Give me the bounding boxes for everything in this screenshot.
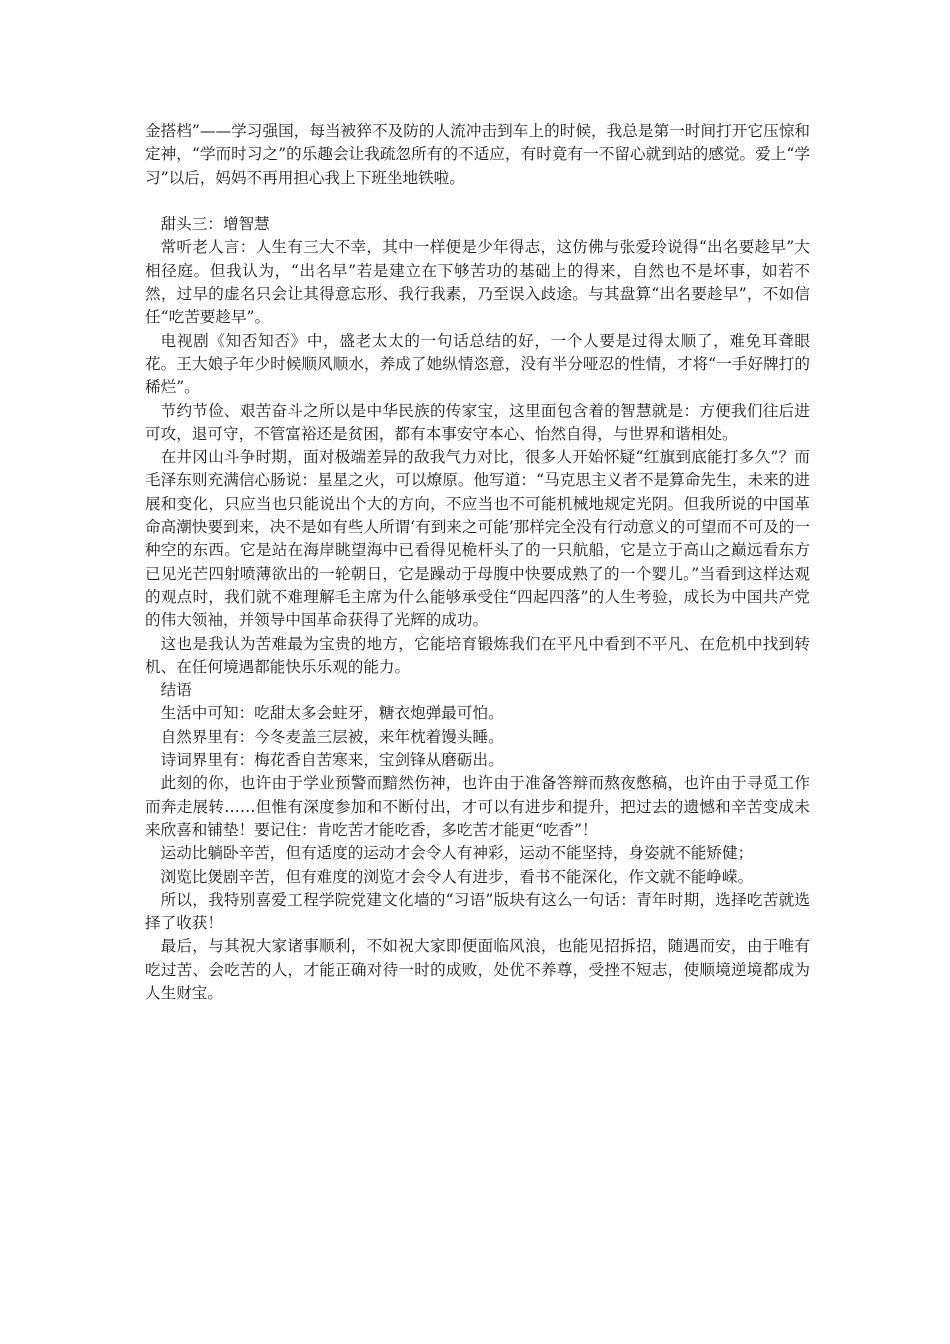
paragraph-nature-saying: 自然界里有：今冬麦盖三层被，来年枕着馒头睡。: [160, 727, 504, 746]
paragraph-poetry-saying: 诗词界里有：梅花香自苦寒来，宝剑锋从磨砺出。: [160, 751, 504, 770]
paragraph-tv-drama: 电视剧《知否知否》中，盛老太太的一句话总结的好，一个人要是过得太顺了，难免耳聋眼花。王大娘子年少时候顺风顺水，养成了她纵情恣意，没有半分哑忍的性情，才将“一手好牌打的稀烂”。: [145, 331, 810, 397]
paragraph-hardship-value: 这也是我认为苦难最为宝贵的地方，它能培育锻炼我们在平凡中看到不平凡、在危机中找到转机、在任何境遇都能快乐乐观的能力。: [145, 634, 810, 676]
paragraph-jinggangshan: 在井冈山斗争时期，面对极端差异的敌我气力对比，很多人开始怀疑“红旗到底能打多久”？而毛泽东则充满信心肠说：星星之火，可以燎原。他写道：“马克思主义者不是算命先生，未来的进展和变化，只应当也只能说出个大的方向，不应当也不可能机械地规定光阴。但我所说的中国革命高潮快要到来，决不是如有些人所谓‘有到来之可能’那样完全没有行动意义的可望而不可及的一种空的东西。它是站在海岸眺望海中已看得见桅杆头了的一只航船，它是立于高山之巅远看东方已见光芒四射喷薄欲出的一轮朝日，它是躁动于母腹中快要成熟了的一个婴儿。”当看到这样达观的观点时，我们就不难理解毛主席为什么能够承受住“四起四落”的人生考验，成长为中国共产党的伟大领袖，并领导中国革命获得了光辉的成功。: [145, 448, 810, 630]
paragraph-reading: 浏览比煲剧辛苦，但有难度的浏览才会令人有进步，看书不能深化，作文就不能峥嵘。: [160, 867, 754, 886]
paragraph-final-wish: 最后，与其祝大家诸事顺利，不如祝大家即便面临风浪，也能见招拆招，随遇而安，由于唯有吃过苦、会吃苦的人，才能正确对待一时的成败，处优不养尊，受挫不短志，使顺境逆境都成为人生财宝。: [145, 937, 810, 1002]
paragraph-intro-continued: 金搭档”——学习强国，每当被猝不及防的人流冲击到车上的时候，我总是第一时间打开它压惊和定神，“学而时习之”的乐趣会让我疏忽所有的不适应，有时竟有一不留心就到站的感觉。爱上“学习”以后，妈妈不再用担心我上下班坐地铁啦。: [145, 122, 810, 187]
paragraph-exercise: 运动比躺卧辛苦，但有适度的运动才会令人有神彩，运动不能坚持，身姿就不能矫健；: [160, 844, 754, 863]
section-heading-sweetness-three: 甜头三：增智慧: [160, 215, 270, 234]
paragraph-spacer: [145, 190, 810, 213]
section-heading-conclusion: 结语: [160, 681, 192, 700]
paragraph-culture-wall: 所以，我特别喜爱工程学院党建文化墙的“习语”版块有这么一句话：青年时期，选择吃苦就选择了收获！: [145, 890, 810, 933]
paragraph-frugality: 节约节俭、艰苦奋斗之所以是中华民族的传家宝，这里面包含着的智慧就是：方便我们往后进可攻，退可守，不管富裕还是贫困，都有本事安守本心、怡然自得，与世界和谐相处。: [145, 401, 810, 443]
paragraph-you-now: 此刻的你，也许由于学业预警而黯然伤神，也许由于准备答辩而熬夜憋稿，也许由于寻觅工作而奔走展转……但惟有深度参加和不断付出，才可以有进步和提升，把过去的遗憾和辛苦变成未来欣喜和铺垫！要记住：肯吃苦才能吃香，多吃苦才能更“吃香”！: [145, 774, 810, 839]
document-body: [145, 120, 810, 1005]
paragraph-old-saying: 常听老人言：人生有三大不幸，其中一样便是少年得志，这仿佛与张爱玲说得“出名要趁早”大相径庭。但我认为，“出名早”若是建立在下够苦功的基础上的得来，自然也不是坏事，如若不然，过早的虚名只会让其得意忘形、我行我素，乃至误入歧途。与其盘算“出名要趁早”，不如信任“吃苦要趁早”。: [145, 238, 810, 327]
paragraph-life-saying: 生活中可知：吃甜太多会蛀牙，糖衣炮弹最可怕。: [160, 704, 504, 723]
